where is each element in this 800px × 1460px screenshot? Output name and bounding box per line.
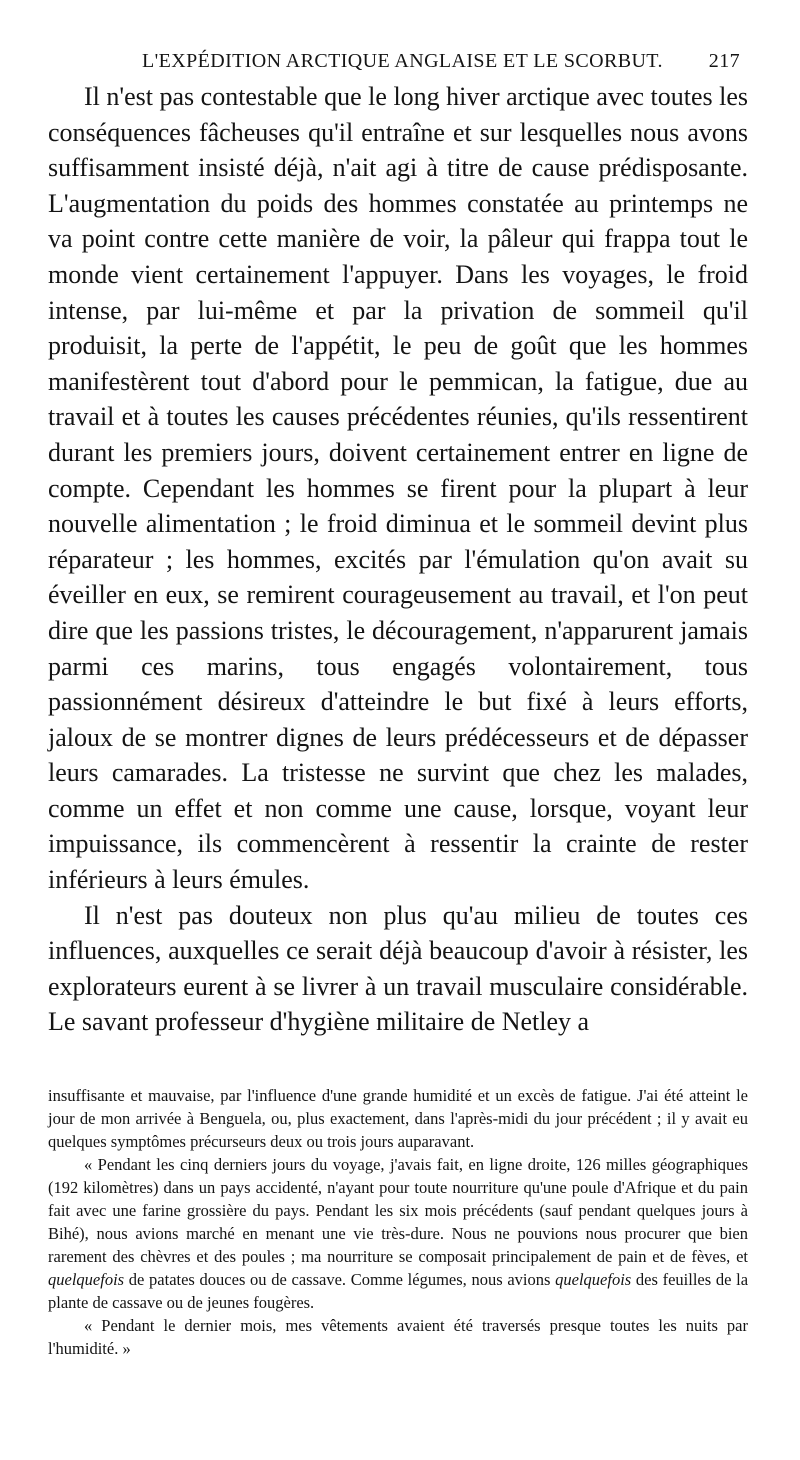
footnote-paragraph: insuffisante et mauvaise, par l'influence d'une grande humidité et un excès de fatigue. J'ai été atteint le jour de mon arrivée à Benguela, ou, plus exactement, dans l'après-midi du jour précédent ; il y avait eu quelques symptômes précurseurs deux ou trois jours auparavant. [48,1086,748,1152]
footnote-paragraph [48,1153,748,1314]
footnote-text: « Pendant les cinq derniers jours du voyage, j'avais fait, en ligne droite, 126 milles géographiques (192 kilomètres) dans un pays accidenté, n'ayant pour toute nourriture qu'une poule d'Afrique et du pain fait avec une farine grossière du pays. Pendant les six mois précédents (sauf pendant quelques jours à Bihé), nous avions marché en menant une vie très-dure. Nous ne pouvions nous procurer que bien rarement des chèvres et des poules ; ma nourriture se composait principalement de pain et de fèves, et [48,1155,748,1267]
footnote-emphasis: quelquefois [48,1270,125,1290]
page-header [48,50,748,73]
body-paragraph: Il n'est pas douteux non plus qu'au milieu de toutes ces influences, auxquelles ce serait déjà beaucoup d'avoir à résister, les explorateurs eurent à se livrer à un travail musculaire considérable. Le savant professeur d'hygiène militaire de Netley a [48,900,748,1037]
footnote-paragraph: « Pendant le dernier mois, mes vêtements avaient été traversés presque toutes les nuits par l'humidité. » [48,1316,748,1359]
running-title: L'EXPÉDITION ARCTIQUE ANGLAISE ET LE SCORBUT. [142,50,663,72]
footnote-emphasis: quelquefois [555,1270,632,1290]
footnote-text: des feuilles de la plante de cassave ou de jeunes fougères. [48,1270,749,1313]
book-page [48,50,748,1360]
body-paragraph: Il n'est pas contestable que le long hiver arctique avec toutes les conséquences fâcheuses qu'il entraîne et sur lesquelles nous avons suffisamment insisté déjà, n'ait agi à titre de cause prédisposante. L'augmentation du poids des hommes constatée au printemps ne va point contre cette manière de voir, la pâleur qui frappa tout le monde vient certainement l'appuyer. Dans les voyages, le froid intense, par lui-même et par la privation de sommeil qu'il produisit, la perte de l'appétit, le peu de goût que les hommes manifestèrent tout d'abord pour le pemmican, la fatigue, due au travail et à toutes les causes précédentes réunies, qu'ils ressentirent durant les premiers jours, doivent certainement entrer en ligne de compte. Cependant les hommes se firent pour la plupart à leur nouvelle alimentation ; le froid diminua et le sommeil devint plus réparateur ; les hommes, excités par l'émulation qu'on avait su éveiller en eux, se remirent courageusement au travail, et l'on peut dire que les passions tristes, le découragement, n'apparurent jamais parmi ces marins, tous engagés volontairement, tous passionnément désireux d'atteindre le but fixé à leurs efforts, jaloux de se montrer dignes de leurs prédécesseurs et de dépasser leurs camarades. La tristesse ne survint que chez les malades, comme un effet et non comme une cause, lorsque, voyant leur impuissance, ils commencèrent à ressentir la crainte de rester inférieurs à leurs émules. [48,82,748,895]
page-number: 217 [708,50,740,72]
footnotes [48,1084,748,1360]
main-text [48,79,748,1040]
footnote-text: de patates douces ou de cassave. Comme légumes, nous avions [128,1270,551,1290]
